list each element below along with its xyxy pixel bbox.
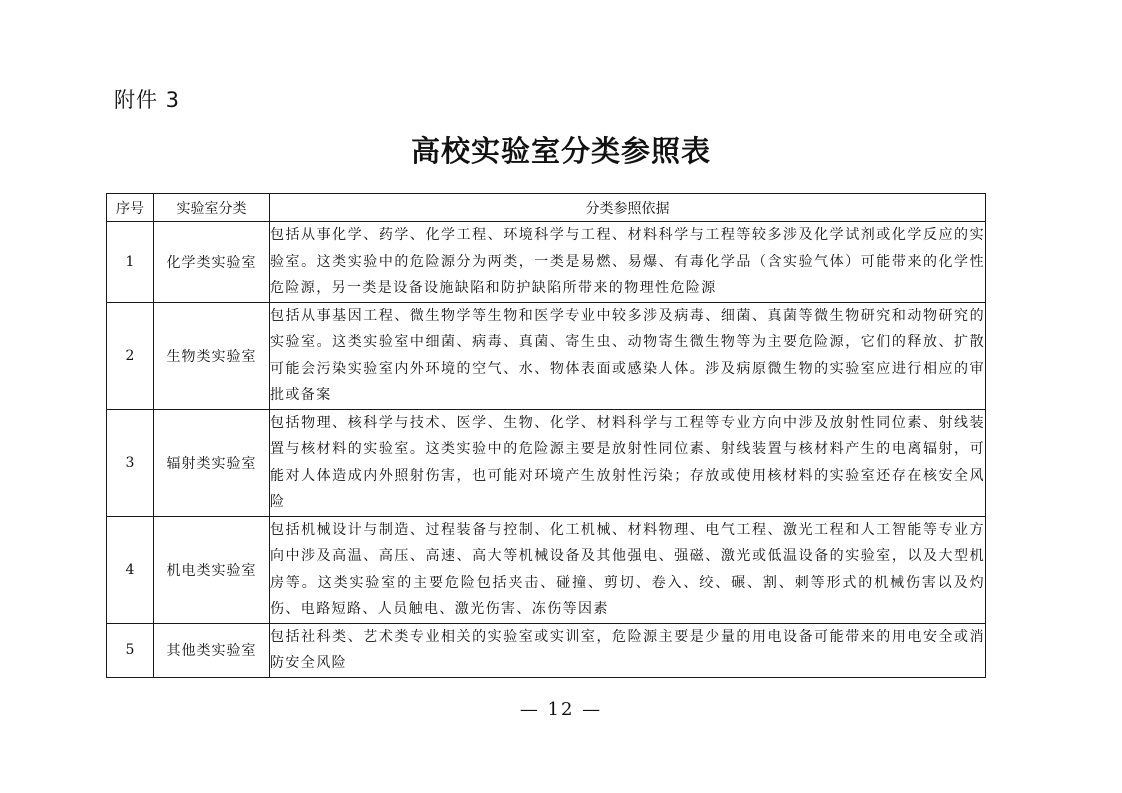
row-basis: 包括物理、核科学与技术、医学、生物、化学、材料科学与工程等专业方向中涉及放射性同位素、射线装置与核材料的实验室。这类实验中的危险源主要是放射性同位素、射线装置与核材料产生的电离辐射，可能对人体造成内外照射伤害，也可能对环境产生放射性污染；存放或使用核材料的实验室还存在核安全风险 (270, 409, 986, 516)
header-category: 实验室分类 (154, 194, 270, 222)
table-row (107, 222, 986, 303)
row-seq: 5 (107, 623, 154, 677)
header-seq: 序号 (107, 194, 154, 222)
document-title: 高校实验室分类参照表 (410, 134, 711, 168)
row-category: 生物类实验室 (154, 302, 270, 409)
table-row (107, 623, 986, 677)
row-basis: 包括社科类、艺术类专业相关的实验室或实训室，危险源主要是少量的用电设备可能带来的用电安全或消防安全风险 (270, 623, 986, 677)
table-row (107, 409, 986, 516)
row-category: 化学类实验室 (154, 222, 270, 303)
row-basis: 包括从事基因工程、微生物学等生物和医学专业中较多涉及病毒、细菌、真菌等微生物研究和动物研究的实验室。这类实验室中细菌、病毒、真菌、寄生虫、动物寄生微生物等为主要危险源，它们的释放、扩散可能会污染实验室内外环境的空气、水、物体表面或感染人体。涉及病原微生物的实验室应进行相应的审批或备案 (270, 302, 986, 409)
row-category: 辐射类实验室 (154, 409, 270, 516)
row-seq: 4 (107, 516, 154, 623)
classification-table (106, 193, 986, 678)
table-row (107, 302, 986, 409)
row-basis: 包括机械设计与制造、过程装备与控制、化工机械、材料物理、电气工程、激光工程和人工智能等专业方向中涉及高温、高压、高速、高大等机械设备及其他强电、强磁、激光或低温设备的实验室，以及大型机房等。这类实验室的主要危险包括夹击、碰撞、剪切、卷入、绞、碾、割、刺等形式的机械伤害以及灼伤、电路短路、人员触电、激光伤害、冻伤等因素 (270, 516, 986, 623)
row-seq: 2 (107, 302, 154, 409)
row-basis: 包括从事化学、药学、化学工程、环境科学与工程、材料科学与工程等较多涉及化学试剂或化学反应的实验室。这类实验中的危险源分为两类，一类是易燃、易爆、有毒化学品（含实验气体）可能带来的化学性危险源，另一类是设备设施缺陷和防护缺陷所带来的物理性危险源 (270, 222, 986, 303)
row-seq: 1 (107, 222, 154, 303)
attachment-label: 附件 3 (114, 88, 181, 112)
row-seq: 3 (107, 409, 154, 516)
row-category: 机电类实验室 (154, 516, 270, 623)
row-category: 其他类实验室 (154, 623, 270, 677)
page-number: — 12 — (519, 699, 603, 720)
table-row (107, 516, 986, 623)
table-header-row (107, 194, 986, 222)
header-basis: 分类参照依据 (270, 194, 986, 222)
